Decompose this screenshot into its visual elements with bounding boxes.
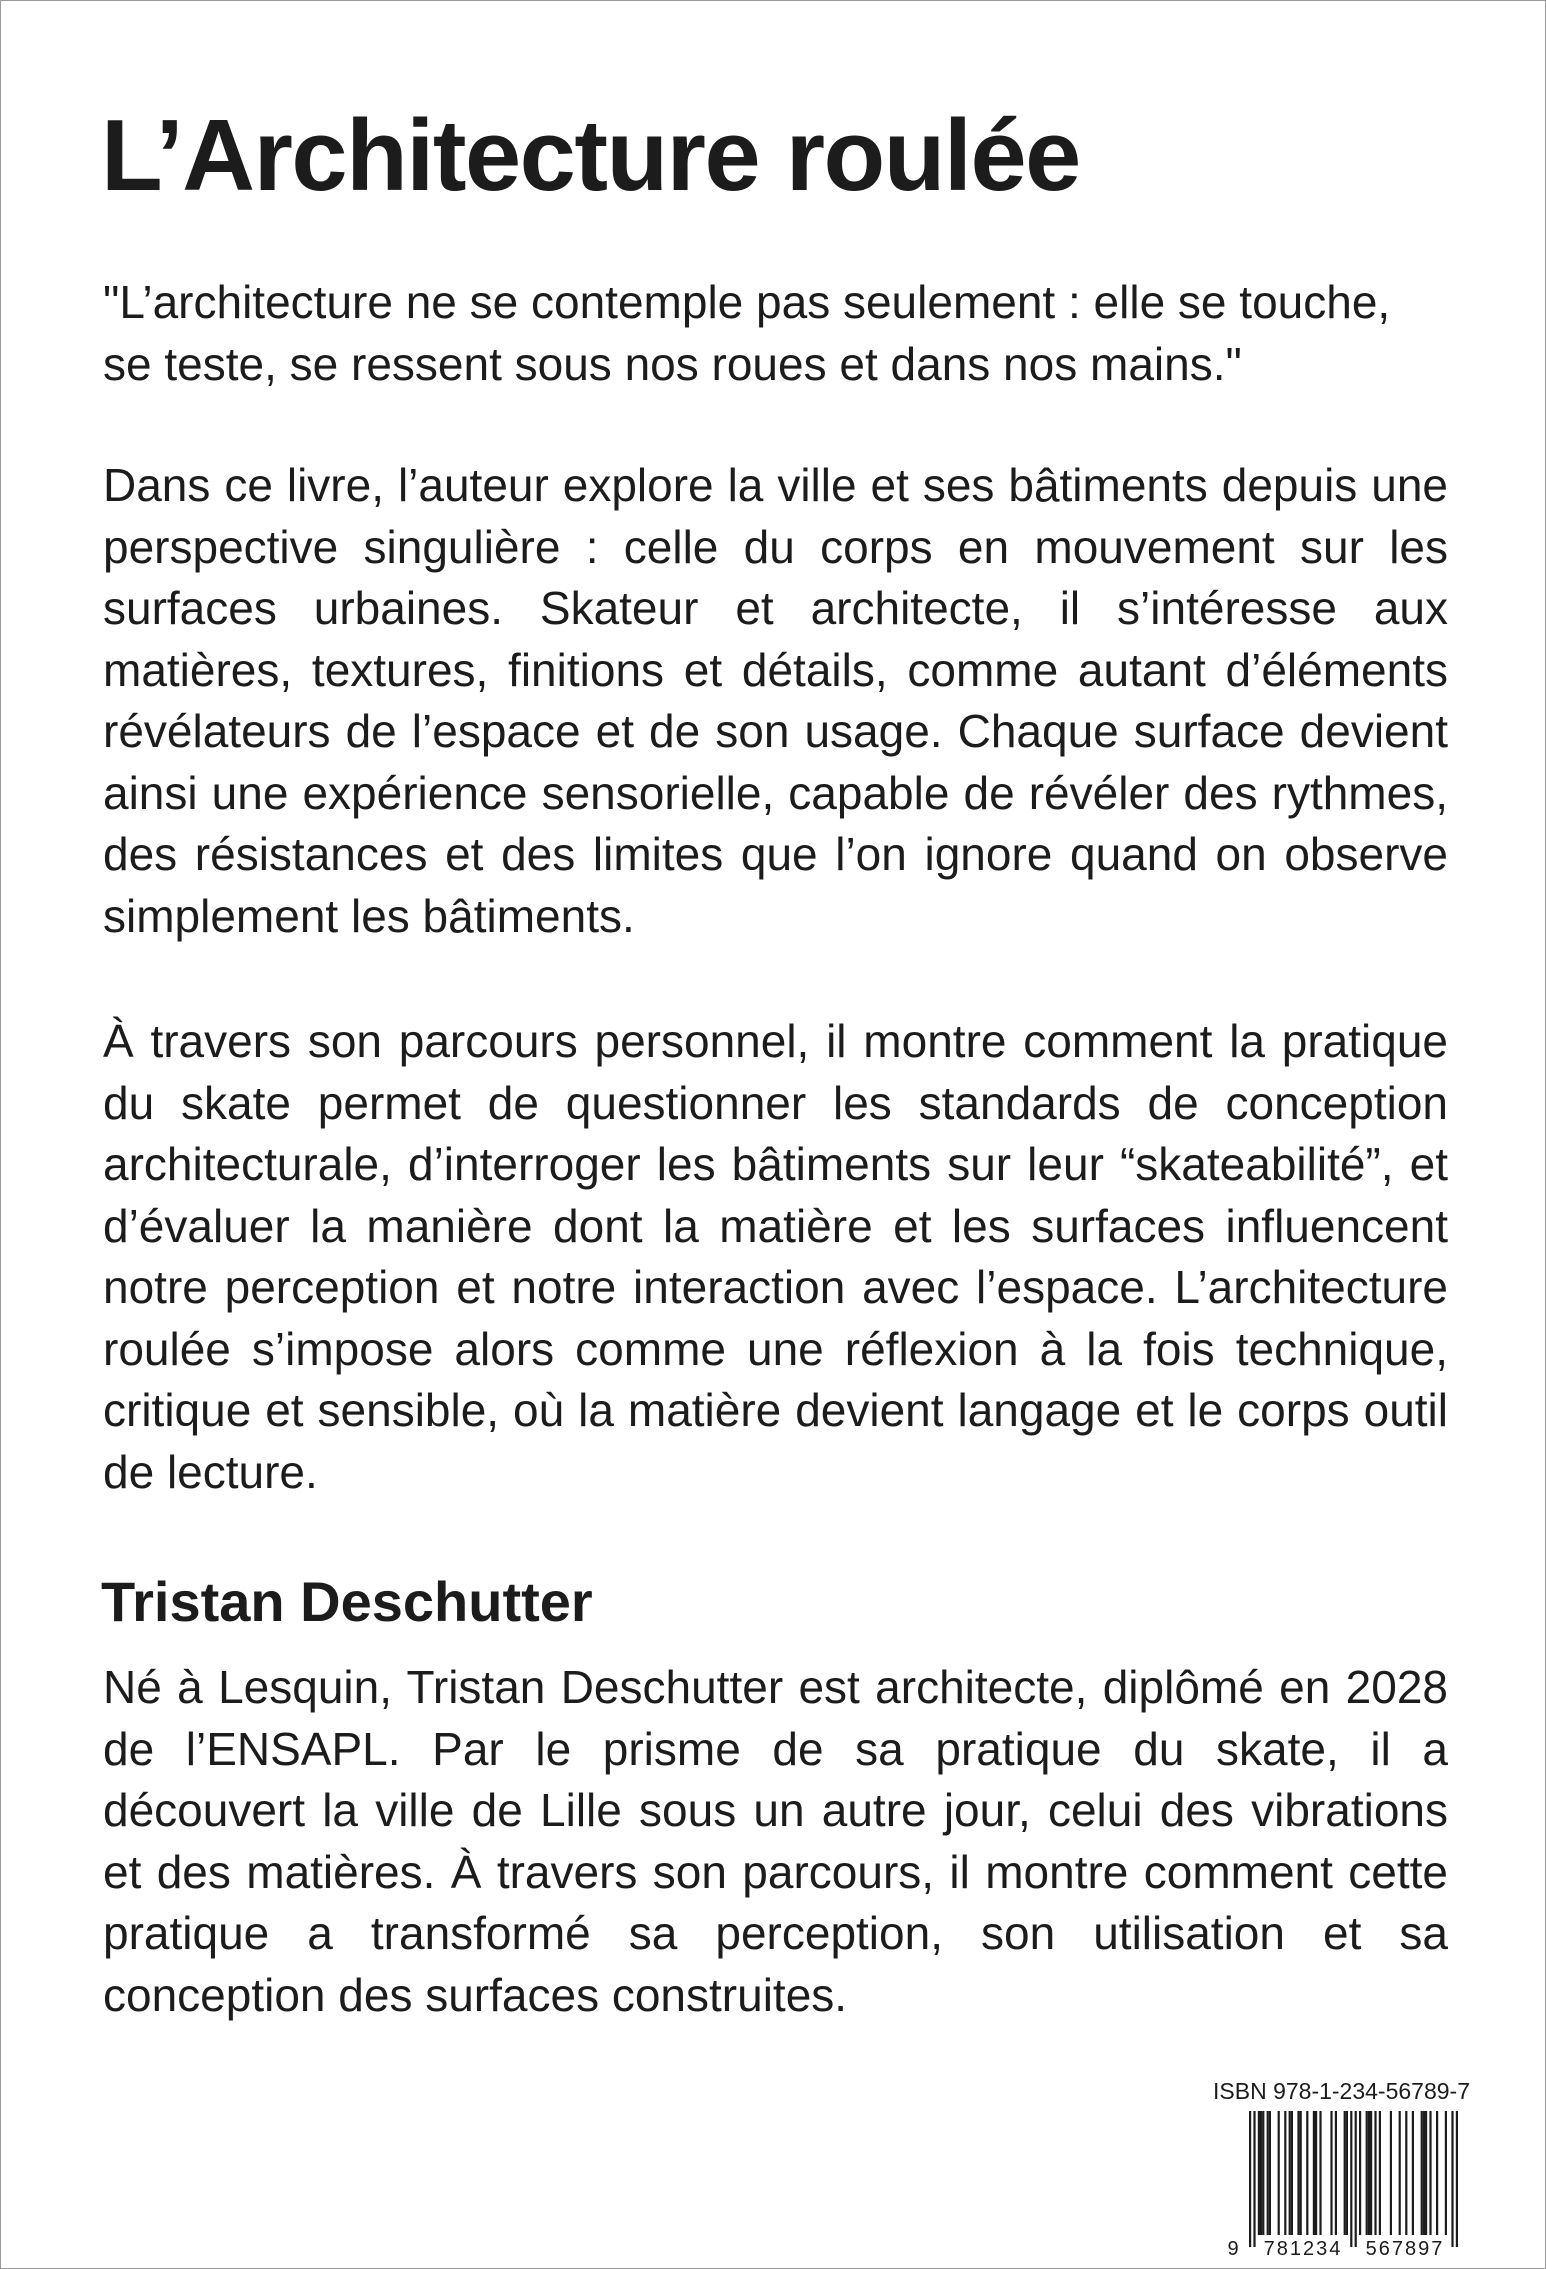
barcode-bar — [1330, 2111, 1332, 2235]
isbn-label: ISBN 978-1-234-56789-7 — [1213, 2078, 1470, 2104]
barcode-bar — [1451, 2111, 1453, 2247]
barcode-digits-left: 781234 — [1263, 2238, 1343, 2259]
barcode-bar — [1368, 2111, 1370, 2235]
barcode-bar — [1335, 2111, 1337, 2235]
barcode-bar — [1344, 2111, 1346, 2235]
description-paragraph-1: Dans ce livre, l’auteur explore la ville et ses bâtiments depuis une perspective singulière : celle du corps en mouvement sur les surfaces urbaines. Skateur et architecte, il s’intéresse aux matières, textures, finitions et détails, comme autant d’éléments révélateurs de l’espace et de son usage. Chaque surface devient ainsi une expérience sensorielle, capable de révéler des rythmes, des résistances et des limites que l’on ignore quand on observe simplement les bâtiments. — [103, 459, 1448, 942]
barcode-bar — [1425, 2111, 1427, 2235]
author-bio: Né à Lesquin, Tristan Deschutter est architecte, diplômé en 2028 de l’ENSAPL. Par le prisme de sa pratique du skate, il a découvert la ville de Lille sous un autre jour, celui des vibrations et des matières. À travers son parcours, il montre comment cette pratique a transformé sa perception, son utilisation et sa conception des surfaces construites. — [103, 1661, 1448, 2021]
book-title: L’Architecture roulée — [101, 100, 1080, 212]
barcode-bar — [1436, 2111, 1438, 2235]
barcode-bar — [1291, 2111, 1293, 2235]
barcode-digit-first: 9 — [1227, 2238, 1239, 2259]
barcode-bar — [1390, 2111, 1392, 2235]
barcode-bar — [1456, 2111, 1458, 2247]
barcode-bar — [1315, 2111, 1317, 2235]
barcode-bar — [1260, 2111, 1262, 2235]
barcode-bar — [1350, 2111, 1352, 2247]
barcode-bar — [1374, 2111, 1376, 2235]
description-paragraph-2: À travers son parcours personnel, il montre comment la pratique du skate permet de questionner les standards de conception architecturale, d’interroger les bâtiments sur leur “skateabilité”, et d’évaluer la manière dont la matière et les surfaces influencent notre perception et notre interaction avec l’espace. L’architecture roulée s’impose alors comme une réflexion à la fois technique, critique et sensible, où la matière devient langage et le corps outil de lecture. — [103, 1015, 1448, 1498]
barcode-bars — [1249, 2111, 1458, 2247]
barcode-bar — [1379, 2111, 1381, 2235]
barcode-bar — [1399, 2111, 1401, 2235]
barcode-bar — [1262, 2111, 1264, 2235]
barcode-bar — [1405, 2111, 1407, 2235]
barcode-digits-right: 567897 — [1365, 2238, 1445, 2259]
barcode-bar — [1269, 2111, 1271, 2235]
barcode-bar — [1366, 2111, 1368, 2235]
barcode-bar — [1306, 2111, 1308, 2235]
barcode-bar — [1445, 2111, 1447, 2235]
barcode-bar — [1313, 2111, 1315, 2235]
barcode-bar — [1249, 2111, 1251, 2247]
barcode-bar — [1421, 2111, 1423, 2235]
barcode-bar — [1258, 2111, 1260, 2235]
barcode-bar — [1319, 2111, 1321, 2235]
barcode — [1227, 2109, 1471, 2259]
barcode-bar — [1267, 2111, 1269, 2235]
barcode-bar — [1278, 2111, 1280, 2235]
quote: "L’architecture ne se contemple pas seulement : elle se touche, se teste, se ressent sous nos roues et dans nos mains." — [103, 276, 1391, 390]
barcode-bar — [1412, 2111, 1414, 2235]
barcode-bar — [1297, 2111, 1299, 2235]
barcode-bar — [1253, 2111, 1255, 2247]
barcode-bar — [1370, 2111, 1372, 2235]
barcode-bar — [1423, 2111, 1425, 2235]
barcode-bar — [1355, 2111, 1357, 2247]
barcode-bar — [1300, 2111, 1302, 2235]
barcode-bar — [1359, 2111, 1361, 2235]
barcode-bar — [1284, 2111, 1286, 2235]
barcode-bar — [1289, 2111, 1291, 2235]
barcode-bar — [1429, 2111, 1431, 2235]
barcode-bar — [1346, 2111, 1348, 2235]
author-name: Tristan Deschutter — [101, 1570, 593, 1633]
